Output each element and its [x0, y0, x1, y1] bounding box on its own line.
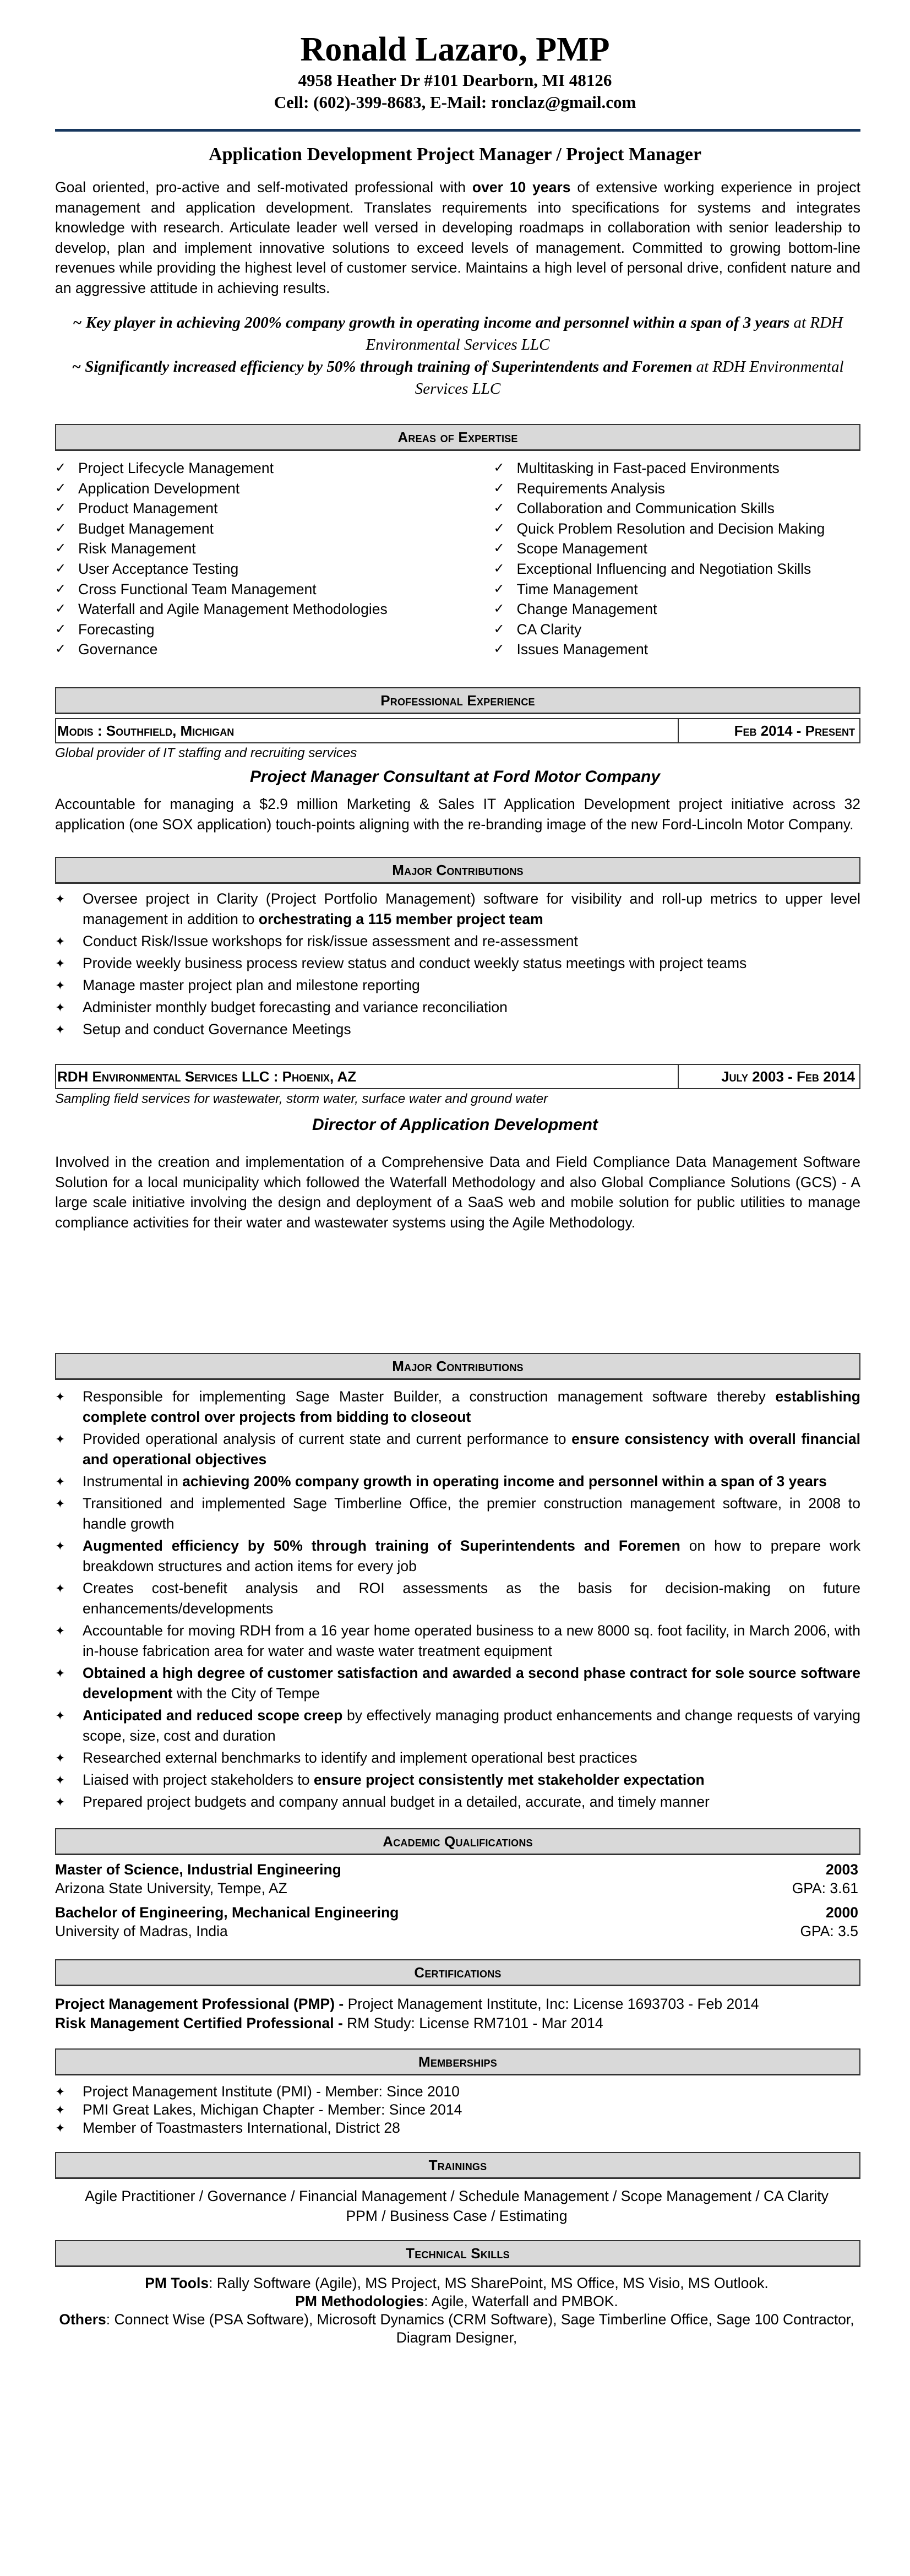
contribution-item [55, 889, 860, 930]
contribution-text [83, 975, 860, 996]
trainings-line: PPM / Business Case / Estimating [346, 2208, 568, 2224]
check-icon: ✓ [55, 581, 67, 596]
expertise-item [494, 479, 861, 499]
job-title: Project Manager Consultant at Ford Motor Company [249, 768, 661, 786]
header-divider [55, 129, 860, 132]
expertise-item [55, 559, 422, 579]
contribution-text [83, 1019, 860, 1040]
job-title: Director of Application Development [312, 1116, 598, 1134]
expertise-label: Multitasking in Fast-paced Environments [516, 460, 780, 476]
membership-text: Project Management Institute (PMI) - Member: Since 2010 [83, 2083, 460, 2100]
tagline-company: at RDH Environmental Services LLC [366, 314, 843, 354]
check-icon: ✓ [55, 501, 67, 516]
check-icon: ✓ [55, 541, 67, 556]
certification-detail: Project Management Institute, Inc: License 1693703 - Feb 2014 [344, 1996, 759, 2012]
bullet-diamond-icon: ✦ [55, 1773, 66, 1787]
skill-group [55, 2311, 858, 2347]
section-title: Major Contributions [392, 1357, 524, 1374]
membership-item [55, 2083, 860, 2101]
technical-skills [55, 2274, 858, 2347]
trainings-list [55, 2186, 858, 2226]
job-overview: Accountable for managing a $2.9 million Marketing & Sales IT Application Development project initiative across 32 application (one SOX application) touch-points aligning with the re-branding image of the new Ford-Lincoln Motor Company. [55, 796, 860, 833]
section-title: Certifications [414, 1964, 502, 1981]
check-icon: ✓ [55, 601, 67, 617]
expertise-label: User Acceptance Testing [78, 560, 239, 577]
education-entry [55, 1860, 858, 1898]
expertise-label: Cross Functional Team Management [78, 580, 317, 597]
expertise-item [55, 458, 422, 479]
expertise-label: Forecasting [78, 621, 155, 638]
expertise-item [55, 579, 422, 600]
contribution-text-highlight: establishing complete control over projects from bidding to closeout [83, 1388, 860, 1425]
expertise-label: CA Clarity [516, 621, 582, 638]
bullet-diamond-icon: ✦ [55, 1795, 66, 1809]
contribution-text [83, 1705, 860, 1746]
trainings-line: Agile Practitioner / Governance / Financial Management / Schedule Management / Scope Management / CA Clarity [85, 2188, 829, 2204]
check-icon: ✓ [493, 480, 505, 496]
check-icon: ✓ [55, 642, 67, 657]
contribution-text-plain: Responsible for implementing Sage Master Builder, a construction management software thereby [83, 1388, 776, 1405]
expertise-label: Application Development [78, 480, 240, 497]
check-icon: ✓ [493, 561, 505, 576]
contribution-text-plain: Provide weekly business process review status and conduct weekly status meetings with project teams [83, 955, 747, 971]
expertise-item [55, 498, 422, 519]
contribution-text [83, 1621, 860, 1661]
contribution-text-plain: Accountable for moving RDH from a 16 year home operated business to a new 8000 sq. foot facility, in March 2006, with in-house fabrication area for water and waste water treatment equipment [83, 1622, 860, 1659]
contribution-item [55, 1387, 860, 1427]
contribution-item [55, 1792, 860, 1812]
expertise-label: Product Management [78, 500, 218, 517]
skill-value: : Agile, Waterfall and PMBOK. [424, 2293, 618, 2309]
expertise-label: Quick Problem Resolution and Decision Making [516, 520, 825, 537]
bullet-diamond-icon: ✦ [55, 979, 66, 992]
contribution-item [55, 1493, 860, 1534]
contribution-text [83, 1429, 860, 1470]
check-icon: ✓ [55, 460, 67, 475]
bullet-diamond-icon: ✦ [55, 1475, 66, 1488]
contribution-text-plain: on how to prepare work breakdown structures and action items for every job [83, 1537, 860, 1574]
bullet-diamond-icon: ✦ [55, 1624, 66, 1638]
section-header-expertise [55, 424, 860, 451]
contribution-text-highlight: orchestrating a 115 member project team [258, 911, 543, 927]
tagline [55, 312, 860, 356]
tagline-company: at RDH Environmental Services LLC [415, 358, 844, 398]
contribution-text [83, 889, 860, 930]
school: Arizona State University, Tempe, AZ [55, 1880, 287, 1896]
section-title: Memberships [418, 2053, 497, 2070]
contribution-text [83, 1792, 860, 1812]
bullet-diamond-icon: ✦ [55, 1751, 66, 1765]
gpa: GPA: 3.5 [800, 1923, 858, 1939]
check-icon: ✓ [493, 541, 505, 556]
section-header-contributions [55, 857, 860, 884]
bullet-diamond-icon: ✦ [55, 2121, 66, 2135]
contributions-list [55, 889, 860, 1041]
section-title: Academic Qualifications [383, 1833, 533, 1850]
expertise-item [494, 619, 861, 640]
company-description: Global provider of IT staffing and recruiting services [55, 746, 357, 760]
section-header-experience [55, 687, 860, 714]
contribution-text-plain: Transitioned and implemented Sage Timberline Office, the premier construction management software, in 2008 to handle growth [83, 1495, 860, 1532]
contribution-text-highlight: Anticipated and reduced scope creep [83, 1707, 343, 1724]
contribution-text [83, 1748, 860, 1768]
expertise-item [55, 619, 422, 640]
contribution-text-plain: Creates cost-benefit analysis and ROI assessments as the basis for decision-making on future enhancements/developments [83, 1580, 860, 1617]
memberships-list [55, 2083, 860, 2137]
expertise-item [494, 639, 861, 660]
membership-text: PMI Great Lakes, Michigan Chapter - Member: Since 2014 [83, 2101, 462, 2118]
expertise-label: Risk Management [78, 540, 196, 557]
bullet-diamond-icon: ✦ [55, 1432, 66, 1446]
bullet-diamond-icon: ✦ [55, 2085, 66, 2099]
bullet-diamond-icon: ✦ [55, 2103, 66, 2117]
contribution-text-plain: Setup and conduct Governance Meetings [83, 1021, 351, 1037]
contribution-item [55, 1429, 860, 1470]
contribution-text-plain: Instrumental in [83, 1473, 183, 1490]
section-header-certifications [55, 1959, 860, 1986]
skill-label: PM Tools [145, 2275, 209, 2291]
summary-paragraph [55, 177, 860, 298]
contribution-text-plain: Manage master project plan and milestone reporting [83, 977, 420, 993]
check-icon: ✓ [493, 501, 505, 516]
contribution-text-highlight: Augmented efficiency by 50% through training of Superintendents and Foremen [83, 1537, 680, 1554]
graduation-year: 2000 [826, 1904, 858, 1921]
contributions-list [55, 1387, 860, 1814]
contribution-text-plain: Liaised with project stakeholders to [83, 1771, 314, 1788]
expertise-item [494, 539, 861, 559]
bullet-diamond-icon: ✦ [55, 1666, 66, 1680]
expertise-label: Exceptional Influencing and Negotiation Skills [516, 560, 811, 577]
bullet-diamond-icon: ✦ [55, 1390, 66, 1404]
certifications-list [55, 1995, 860, 2033]
membership-text: Member of Toastmasters International, District 28 [83, 2120, 400, 2136]
contribution-item [55, 931, 860, 952]
check-icon: ✓ [55, 621, 67, 637]
bullet-diamond-icon: ✦ [55, 957, 66, 970]
contribution-text-highlight: Obtained a high degree of customer satisfaction and awarded a second phase contract for sole source software development [83, 1665, 860, 1702]
expertise-item [494, 498, 861, 519]
bullet-diamond-icon: ✦ [55, 1497, 66, 1510]
expertise-item [494, 458, 861, 479]
address: 4958 Heather Dr #101 Dearborn, MI 48126 [298, 70, 612, 90]
check-icon: ✓ [55, 480, 67, 496]
expertise-list [55, 458, 860, 660]
summary-highlight: over 10 years [472, 179, 571, 195]
tagline [55, 356, 860, 400]
expertise-item [494, 519, 861, 539]
contribution-item [55, 1621, 860, 1661]
expertise-item [55, 519, 422, 539]
company-description: Sampling field services for wastewater, storm water, surface water and ground water [55, 1091, 548, 1106]
contribution-item [55, 953, 860, 974]
contribution-text [83, 1471, 860, 1492]
contribution-text-plain: Administer monthly budget forecasting and variance reconciliation [83, 999, 508, 1015]
section-title: Areas of Expertise [397, 428, 518, 445]
tagline-highlight: ~ Key player in achieving 200% company growth in operating income and personnel within a span of 3 years [73, 314, 790, 331]
expertise-column-left [55, 458, 422, 660]
contribution-text-plain: with the City of Tempe [172, 1685, 320, 1702]
employment-dates: July 2003 - Feb 2014 [721, 1068, 855, 1085]
company-header [55, 1064, 860, 1089]
check-icon: ✓ [493, 520, 505, 536]
certification-name: Project Management Professional (PMP) - [55, 1996, 344, 2012]
expertise-label: Time Management [516, 580, 638, 597]
section-title: Trainings [428, 2156, 487, 2173]
contribution-text-plain: Prepared project budgets and company annual budget in a detailed, accurate, and timely manner [83, 1794, 710, 1810]
section-header-academic [55, 1828, 860, 1855]
graduation-year: 2003 [826, 1861, 858, 1878]
contribution-item [55, 975, 860, 996]
contribution-item [55, 1578, 860, 1619]
company-header [55, 718, 860, 743]
contribution-text-plain: Conduct Risk/Issue workshops for risk/issue assessment and re-assessment [83, 933, 578, 949]
membership-item [55, 2119, 860, 2137]
professional-headline: Application Development Project Manager / Project Manager [208, 144, 702, 165]
expertise-label: Scope Management [516, 540, 647, 557]
expertise-item [494, 559, 861, 579]
expertise-item [55, 639, 422, 660]
check-icon: ✓ [493, 642, 505, 657]
expertise-label: Waterfall and Agile Management Methodologies [78, 601, 388, 618]
contribution-text [83, 1387, 860, 1427]
check-icon: ✓ [55, 561, 67, 576]
expertise-item [55, 479, 422, 499]
contribution-text [83, 1770, 860, 1790]
contribution-text-plain: Provided operational analysis of current state and current performance to [83, 1431, 572, 1447]
skill-label: Others [59, 2311, 106, 2328]
bullet-diamond-icon: ✦ [55, 1709, 66, 1722]
job-overview: Involved in the creation and implementation of a Comprehensive Data and Field Compliance Data Management Software Solution for a local municipality which followed the Waterfall Methodology and also Global Compliance Solutions (GCS) - A large scale initiative involving the design and deployment of a SaaS web and mobile solution for public utilities to manage compliance activities for their water and wastewater systems using the Agile Methodology. [55, 1154, 860, 1231]
candidate-name: Ronald Lazaro, PMP [300, 31, 610, 68]
expertise-label: Budget Management [78, 520, 214, 537]
gpa: GPA: 3.61 [792, 1880, 858, 1896]
certification-item [55, 1995, 860, 2014]
membership-item [55, 2101, 860, 2119]
expertise-item [55, 599, 422, 619]
contribution-text-highlight: ensure consistency with overall financial and operational objectives [83, 1431, 860, 1468]
section-title: Major Contributions [392, 861, 524, 878]
contribution-text [83, 997, 860, 1018]
section-header-trainings [55, 2152, 860, 2179]
skill-group [55, 2292, 858, 2311]
section-header-memberships [55, 2048, 860, 2075]
check-icon: ✓ [493, 581, 505, 596]
contribution-text-highlight: ensure project consistently met stakeholder expectation [313, 1771, 705, 1788]
summary-text: Goal oriented, pro-active and self-motivated professional with [55, 179, 472, 195]
employment-dates: Feb 2014 - Present [734, 722, 855, 739]
expertise-label: Collaboration and Communication Skills [516, 500, 775, 517]
bullet-diamond-icon: ✦ [55, 934, 66, 948]
check-icon: ✓ [493, 601, 505, 617]
check-icon: ✓ [55, 520, 67, 536]
contribution-item [55, 997, 860, 1018]
expertise-item [494, 579, 861, 600]
contribution-text-highlight: achieving 200% company growth in operating income and personnel within a span of 3 years [182, 1473, 827, 1490]
skill-value: : Rally Software (Agile), MS Project, MS SharePoint, MS Office, MS Visio, MS Outlook. [209, 2275, 769, 2291]
contribution-item [55, 1471, 860, 1492]
summary-text: of extensive working experience in project management and application development. Translates requirements into specifications for systems and integrates knowledge with research. Articulate leader well versed in developing roadmaps in collaboration with senior leadership to develop, plan and implement innovative solutions to exceed levels of management. Committed to growing bottom-line revenues while providing the highest level of customer service. Maintains a high level of personal drive, confident nature and an aggressive attitude in achieving results. [55, 179, 860, 296]
contribution-text [83, 953, 860, 974]
company-name: Modis : Southfield, Michigan [56, 719, 679, 742]
bullet-diamond-icon: ✦ [55, 1001, 66, 1014]
expertise-item [55, 539, 422, 559]
contribution-text [83, 931, 860, 952]
contribution-item [55, 1705, 860, 1746]
contribution-text [83, 1493, 860, 1534]
skill-label: PM Methodologies [295, 2293, 424, 2309]
expertise-label: Issues Management [516, 641, 649, 658]
bullet-diamond-icon: ✦ [55, 892, 66, 906]
contribution-item [55, 1748, 860, 1768]
expertise-label: Requirements Analysis [516, 480, 666, 497]
contribution-text-plain: Oversee project in Clarity (Project Portfolio Management) software for visibility and roll-up metrics to upper level management in addition to [83, 890, 860, 927]
school: University of Madras, India [55, 1923, 228, 1939]
certification-name: Risk Management Certified Professional - [55, 2015, 343, 2031]
company-name: RDH Environmental Services LLC : Phoenix, AZ [56, 1065, 679, 1088]
bullet-diamond-icon: ✦ [55, 1539, 66, 1553]
degree: Bachelor of Engineering, Mechanical Engineering [55, 1904, 399, 1921]
contribution-item [55, 1770, 860, 1790]
bullet-diamond-icon: ✦ [55, 1023, 66, 1036]
tagline-highlight: ~ Significantly increased efficiency by 50% through training of Superintendents and Foremen [72, 358, 693, 376]
certification-detail: RM Study: License RM7101 - Mar 2014 [342, 2015, 603, 2031]
contribution-text-plain: Researched external benchmarks to identify and implement operational best practices [83, 1749, 637, 1766]
certification-item [55, 2014, 860, 2033]
contribution-text-plain: by effectively managing product enhancements and change requests of varying scope, size, cost and duration [83, 1707, 860, 1744]
contribution-item [55, 1019, 860, 1040]
contact-info: Cell: (602)-399-8683, E-Mail: ronclaz@gmail.com [274, 93, 636, 112]
expertise-label: Project Lifecycle Management [78, 460, 274, 476]
expertise-label: Change Management [516, 601, 657, 618]
contribution-item [55, 1536, 860, 1577]
expertise-item [494, 599, 861, 619]
contribution-item [55, 1663, 860, 1704]
contribution-text [83, 1578, 860, 1619]
skill-value: : Connect Wise (PSA Software), Microsoft Dynamics (CRM Software), Sage Timberline Office, Sage 100 Contractor, Diagram Designer, [106, 2311, 854, 2346]
expertise-label: Governance [78, 641, 158, 658]
section-title: Professional Experience [380, 692, 535, 709]
contribution-text [83, 1536, 860, 1577]
check-icon: ✓ [493, 460, 505, 475]
contribution-text [83, 1663, 860, 1704]
bullet-diamond-icon: ✦ [55, 1582, 66, 1595]
section-header-technical [55, 2240, 860, 2267]
expertise-column-right [422, 458, 861, 660]
education-entry [55, 1903, 858, 1941]
skill-group [55, 2274, 858, 2292]
section-header-contributions [55, 1353, 860, 1380]
check-icon: ✓ [493, 621, 505, 637]
degree: Master of Science, Industrial Engineering [55, 1861, 341, 1878]
section-title: Technical Skills [406, 2245, 510, 2262]
